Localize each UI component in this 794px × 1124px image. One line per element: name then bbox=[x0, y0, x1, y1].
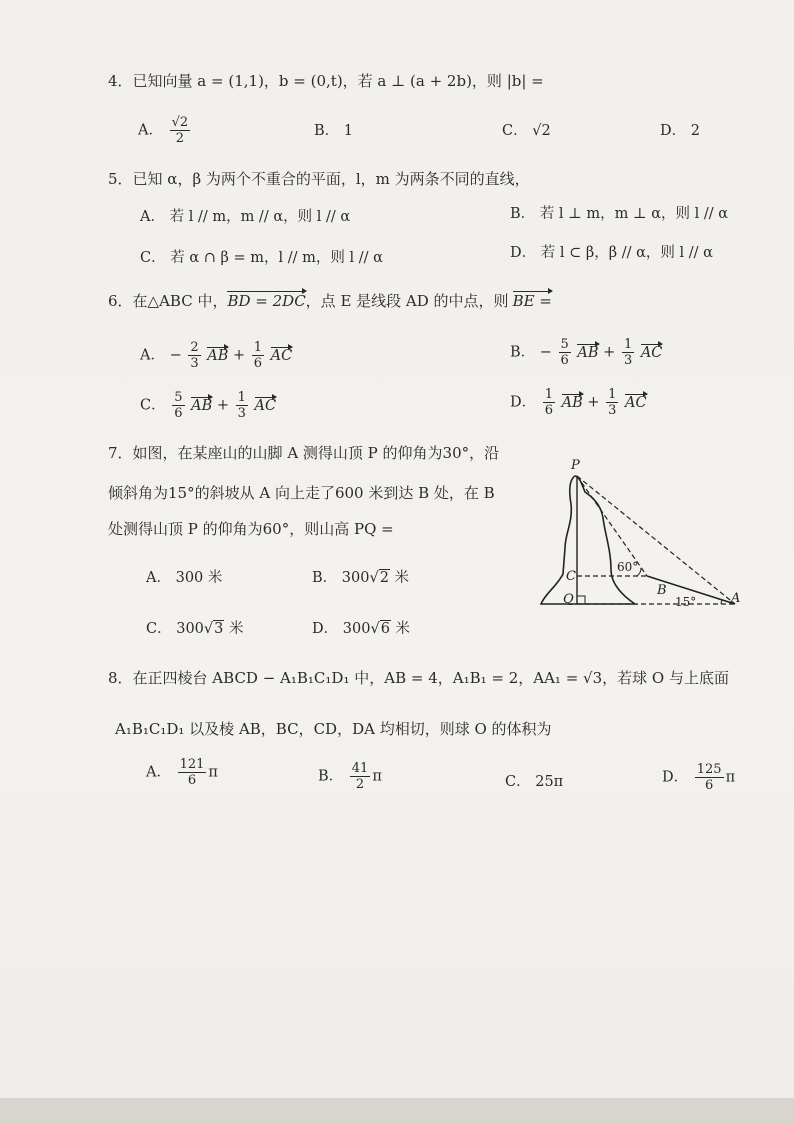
q6-option-d-n2: 1 bbox=[608, 387, 617, 402]
q6-option-b-frac1 bbox=[559, 337, 571, 368]
q7-option-a[interactable] bbox=[146, 568, 222, 588]
q8-option-b-pi: π bbox=[372, 768, 382, 785]
q6-option-a-v1: AB bbox=[207, 347, 229, 364]
q4-option-a-label: A． bbox=[138, 122, 163, 139]
q4-option-a-num: √2 bbox=[171, 115, 189, 130]
mountain-outline bbox=[541, 476, 635, 604]
q6-option-c-d2: 3 bbox=[237, 406, 246, 421]
q8-option-b-den: 2 bbox=[355, 777, 365, 792]
q8-option-a-pi: π bbox=[208, 764, 218, 781]
q6-option-a-d1: 3 bbox=[190, 356, 199, 371]
q8-option-a-label: A． bbox=[146, 764, 171, 781]
q6-option-b-d2: 3 bbox=[623, 353, 633, 368]
q8-option-a-num: 121 bbox=[179, 757, 205, 772]
q6-option-c-n2: 1 bbox=[237, 390, 246, 405]
q6-option-d-frac2 bbox=[606, 387, 618, 418]
q5-option-a-text: 若 l // m，m // α，则 l // α bbox=[169, 209, 351, 225]
q6-option-a-d2: 6 bbox=[253, 356, 263, 371]
q8-stem-line1: 8．在正四棱台 ABCD − A₁B₁C₁D₁ 中，AB = 4，A₁B₁ = 2，AA₁ = √3，若球 O 与上底面 bbox=[108, 669, 729, 687]
q6-option-a[interactable] bbox=[140, 340, 292, 371]
q4-option-d-text: 2 bbox=[690, 123, 700, 139]
q8-option-d-label: D． bbox=[662, 769, 689, 786]
q4-option-c[interactable] bbox=[502, 121, 551, 141]
line-pa bbox=[577, 476, 735, 604]
q6-option-a-op: + bbox=[233, 347, 246, 364]
label-q: Q bbox=[563, 592, 574, 607]
q6-option-c-n1: 5 bbox=[174, 390, 183, 405]
q6-option-a-n1: 2 bbox=[190, 340, 199, 355]
q6-option-a-sign: − bbox=[169, 347, 182, 364]
q7-option-c-rad: 3 bbox=[214, 621, 224, 637]
q7-option-a-label: A． bbox=[146, 570, 171, 586]
q4-stem: 4．已知向量 a = (1,1)，b = (0,t)，若 a ⊥ (a + 2b)，则 |b| = bbox=[108, 72, 544, 90]
q7-option-b-rad: 2 bbox=[379, 570, 389, 586]
q4-option-d[interactable] bbox=[660, 121, 700, 141]
q6-option-d-op: + bbox=[587, 394, 600, 411]
q7-option-d-label: D． bbox=[312, 621, 339, 637]
q6-option-b-frac2 bbox=[622, 337, 634, 368]
q7-option-b-pre: 300 bbox=[341, 570, 370, 586]
q6-option-b-sign: − bbox=[539, 344, 552, 361]
q5-option-b-text: 若 l ⊥ m，m ⊥ α，则 l // α bbox=[539, 206, 729, 222]
q6-option-d-label: D． bbox=[510, 394, 537, 411]
q6-option-d-d2: 3 bbox=[608, 403, 617, 418]
q7-option-b-post: 米 bbox=[389, 570, 410, 586]
q8-option-c[interactable] bbox=[505, 772, 563, 792]
q6-option-a-n2: 1 bbox=[253, 340, 263, 355]
q6-option-a-frac1 bbox=[188, 340, 200, 371]
q6-stem bbox=[108, 290, 552, 312]
label-b: B bbox=[657, 583, 667, 598]
q7-option-a-text: 300 米 bbox=[175, 570, 223, 586]
label-p: P bbox=[571, 458, 580, 473]
q8-option-d[interactable] bbox=[662, 762, 735, 793]
q7-option-c-sqrt: √3 bbox=[203, 621, 224, 637]
q8-option-d-num: 125 bbox=[696, 762, 722, 777]
q6-stem-end: BE = bbox=[512, 292, 552, 310]
q8-option-c-label: C． bbox=[505, 774, 531, 790]
label-angle-60: 60° bbox=[617, 560, 639, 574]
label-c: C bbox=[566, 569, 576, 584]
q8-option-a-den: 6 bbox=[187, 773, 197, 788]
q6-stem-mid: ，点 E 是线段 AD 的中点，则 bbox=[305, 292, 509, 310]
q6-option-c-label: C． bbox=[140, 397, 166, 414]
q6-option-b-d1: 6 bbox=[560, 353, 569, 368]
q4-option-a-fraction bbox=[170, 115, 191, 146]
q5-stem: 5．已知 α，β 为两个不重合的平面，l，m 为两条不同的直线， bbox=[108, 170, 530, 188]
q6-option-b-v1: AB bbox=[577, 344, 599, 361]
q6-option-b-label: B． bbox=[510, 344, 536, 361]
q6-stem-prefix: 6．在△ABC 中， bbox=[108, 292, 228, 310]
q6-option-c[interactable] bbox=[140, 390, 276, 421]
q6-option-c-frac1 bbox=[172, 390, 184, 421]
q6-option-a-label: A． bbox=[140, 347, 165, 364]
right-angle-q bbox=[577, 596, 585, 604]
q7-option-d-pre: 300 bbox=[342, 621, 371, 637]
q7-option-d[interactable] bbox=[312, 619, 410, 639]
q6-option-d[interactable] bbox=[510, 387, 647, 418]
q6-option-c-v1: AB bbox=[191, 397, 213, 414]
q4-option-b[interactable] bbox=[314, 121, 353, 141]
q5-option-c-label: C． bbox=[140, 250, 166, 266]
q5-option-a[interactable] bbox=[140, 207, 350, 227]
q8-option-b-num: 41 bbox=[351, 761, 369, 776]
q5-option-d-text: 若 l ⊂ β，β // α，则 l // α bbox=[540, 245, 713, 261]
q6-option-d-n1: 1 bbox=[544, 387, 554, 402]
page-bottom-shadow bbox=[0, 1098, 794, 1124]
q5-option-c-text: 若 α ∩ β = m，l // m，则 l // α bbox=[170, 250, 383, 266]
q7-mountain-figure bbox=[535, 452, 745, 617]
q7-option-b[interactable] bbox=[312, 568, 409, 588]
q7-stem-line1: 7．如图，在某座山的山脚 A 测得山顶 P 的仰角为30°，沿 bbox=[108, 444, 500, 462]
q7-stem-line2: 倾斜角为15°的斜坡从 A 向上走了600 米到达 B 处，在 B bbox=[108, 484, 495, 502]
q6-option-c-frac2 bbox=[236, 390, 248, 421]
q6-option-a-v2: AC bbox=[270, 347, 293, 364]
q4-option-a-den: 2 bbox=[175, 131, 185, 146]
q4-option-b-text: 1 bbox=[343, 123, 353, 139]
q6-option-c-op: + bbox=[216, 397, 230, 414]
q7-option-b-sqrt: √2 bbox=[369, 570, 389, 586]
q7-option-c-post: 米 bbox=[224, 621, 244, 637]
q6-stem-equation: BD = 2DC bbox=[227, 292, 306, 310]
q8-option-c-text: 25π bbox=[535, 774, 564, 790]
q6-option-d-frac1 bbox=[543, 387, 555, 418]
q8-option-b-label: B． bbox=[318, 768, 344, 785]
q7-option-c-pre: 300 bbox=[176, 621, 204, 637]
q8-option-b[interactable] bbox=[318, 761, 382, 792]
q6-option-b-n2: 1 bbox=[623, 337, 633, 352]
label-a: A bbox=[731, 591, 741, 606]
q6-option-c-v2: AC bbox=[254, 397, 277, 414]
q6-option-d-v2: AC bbox=[625, 394, 647, 411]
q6-option-d-v1: AB bbox=[561, 394, 583, 411]
q4-option-a[interactable] bbox=[138, 115, 192, 146]
q6-option-b-v2: AC bbox=[640, 344, 663, 361]
q7-option-c-label: C． bbox=[146, 621, 172, 637]
q5-option-d[interactable] bbox=[510, 243, 713, 263]
q8-option-a[interactable] bbox=[146, 757, 218, 788]
q7-option-d-post: 米 bbox=[390, 621, 411, 637]
q8-option-b-fraction bbox=[350, 761, 371, 792]
q7-option-d-sqrt: √6 bbox=[370, 621, 390, 637]
q6-option-d-d1: 6 bbox=[544, 403, 554, 418]
q5-option-c[interactable] bbox=[140, 248, 383, 268]
q8-option-a-fraction bbox=[178, 757, 207, 788]
q6-option-b[interactable] bbox=[510, 337, 662, 368]
q8-stem-line2: A₁B₁C₁D₁ 以及棱 AB，BC，CD，DA 均相切，则球 O 的体积为 bbox=[115, 720, 552, 738]
q6-option-a-frac2 bbox=[252, 340, 264, 371]
q6-option-c-d1: 6 bbox=[174, 406, 183, 421]
q8-option-d-pi: π bbox=[725, 769, 736, 786]
q7-option-b-label: B． bbox=[312, 570, 338, 586]
q7-option-c[interactable] bbox=[146, 619, 244, 639]
q6-option-b-op: + bbox=[603, 344, 616, 361]
q8-option-d-fraction bbox=[695, 762, 724, 793]
q5-option-b-label: B． bbox=[510, 206, 536, 222]
q4-option-d-label: D． bbox=[660, 123, 687, 139]
q5-option-b[interactable] bbox=[510, 204, 728, 224]
label-angle-15: 15° bbox=[675, 595, 697, 609]
q5-option-d-label: D． bbox=[510, 245, 537, 261]
q8-option-d-den: 6 bbox=[705, 778, 714, 793]
q4-option-b-label: B． bbox=[314, 123, 340, 139]
q5-option-a-label: A． bbox=[140, 209, 165, 225]
q4-option-c-label: C． bbox=[502, 123, 528, 139]
q7-option-d-rad: 6 bbox=[380, 621, 390, 637]
q4-option-c-text: √2 bbox=[532, 123, 551, 139]
q7-stem-line3: 处测得山顶 P 的仰角为60°，则山高 PQ = bbox=[108, 520, 394, 538]
q6-option-b-n1: 5 bbox=[560, 337, 569, 352]
